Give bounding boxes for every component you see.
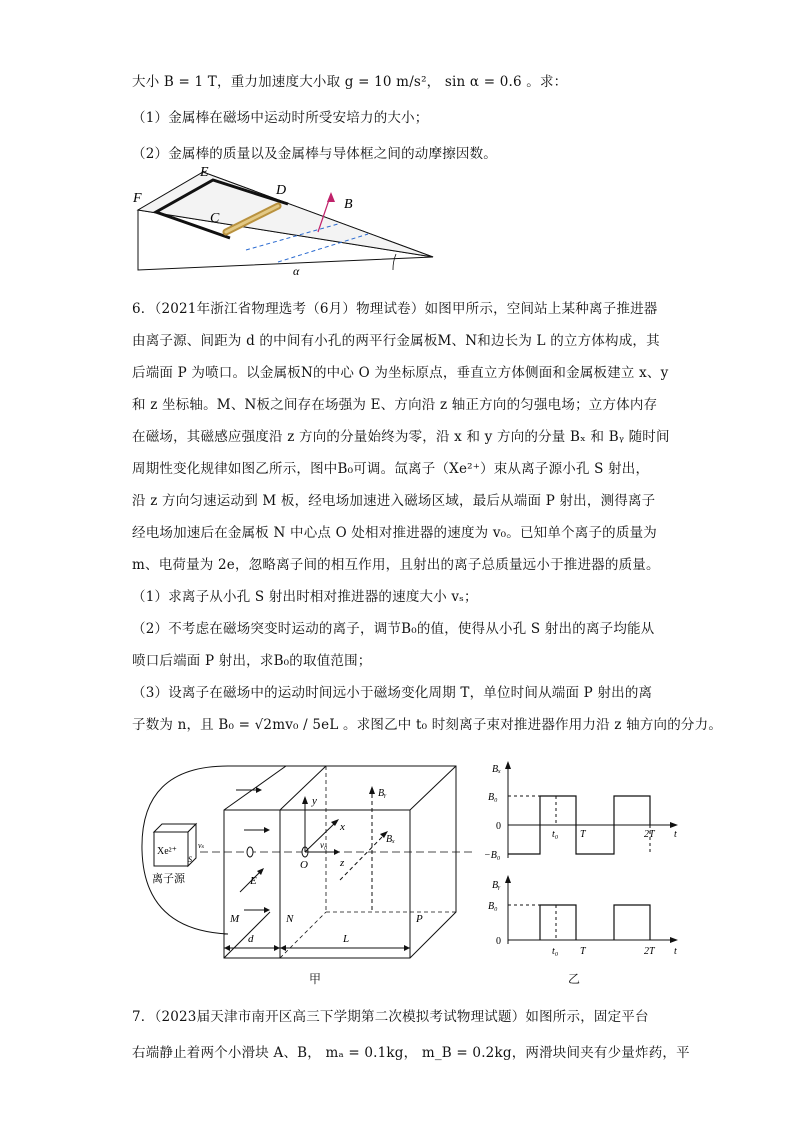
label-Bx: Bₓ xyxy=(386,834,395,845)
p6-line-4: 和 z 坐标轴。M、N板之间存在场强为 E、方向沿 z 轴正方向的匀强电场；立方体内存 xyxy=(132,397,658,413)
tick-B0-top: B₀ xyxy=(488,792,498,803)
label-z-axis: z xyxy=(340,857,345,869)
label-P-face: P xyxy=(416,913,423,925)
label-N-plate: N xyxy=(286,913,294,925)
p6-line-9: m、电荷量为 2e，忽略离子间的相互作用，且射出的离子总质量远小于推进器的质量。 xyxy=(132,557,660,573)
incline-figure xyxy=(128,162,448,282)
label-E: E xyxy=(200,165,209,180)
tick-2T-bottom: 2T xyxy=(644,946,655,957)
p7-line-2: 右端静止着两个小滑块 A、B， mₐ = 0.1kg， m_B = 0.2kg，两滑块间夹有少量炸药，平 xyxy=(132,1045,690,1061)
p7-line-1: 7．（2023届天津市南开区高三下学期第二次模拟考试物理试题）如图所示，固定平台 xyxy=(132,1009,649,1025)
label-E-field: E xyxy=(250,875,257,887)
tick-T-top: T xyxy=(580,829,586,840)
caption-jia: 甲 xyxy=(309,972,322,986)
label-C: C xyxy=(210,211,220,226)
label-d: d xyxy=(248,933,254,945)
label-B: B xyxy=(344,197,353,212)
tick-2T-top: 2T xyxy=(644,829,655,840)
label-L: L xyxy=(343,933,350,945)
p6-line-2: 由离子源、间距为 d 的中间有小孔的两平行金属板M、N和边长为 L 的立方体构成，其 xyxy=(132,333,660,349)
label-y-axis: y xyxy=(312,795,317,807)
axis-By: Bᵧ xyxy=(492,880,501,891)
label-O: O xyxy=(300,859,308,871)
tick-t-top: t xyxy=(674,829,677,840)
tick-zero-bottom: 0 xyxy=(496,936,501,947)
axis-Bx: Bₓ xyxy=(492,764,501,775)
tick-t-bottom: t xyxy=(674,946,677,957)
p5-question-1: （1）金属棒在磁场中运动时所受安培力的大小； xyxy=(132,110,429,126)
p6-question-1: （1）求离子从小孔 S 射出时相对推进器的速度大小 vₛ； xyxy=(132,589,478,605)
label-alpha: α xyxy=(293,264,300,278)
tick-t0-bottom: t₀ xyxy=(552,946,559,957)
label-vs: vₛ xyxy=(198,841,205,850)
p6-line-8: 经电场加速后在金属板 N 中心点 O 处相对推进器的速度为 v₀。已知单个离子的质量为 xyxy=(132,525,657,541)
p5-question-2: （2）金属棒的质量以及金属棒与导体框之间的动摩擦因数。 xyxy=(132,146,497,162)
label-v0: v₀ xyxy=(320,840,328,850)
tick-t0-top: t₀ xyxy=(552,829,559,840)
figure-jia xyxy=(140,760,480,975)
p6-line-7: 沿 z 方向匀速运动到 M 板，经电场加速进入磁场区域，最后从端面 P 射出，测得离子 xyxy=(132,493,656,509)
p6-line-3: 后端面 P 为喷口。以金属板N的中心 O 为坐标原点，垂直立方体侧面和金属板建立 x、y xyxy=(132,365,669,381)
ion-source-label: 离子源 xyxy=(152,873,185,885)
p6-line-6: 周期性变化规律如图乙所示，图中B₀可调。氙离子（Xe²⁺）束从离子源小孔 S 射出， xyxy=(132,461,650,477)
p6-question-2a: （2）不考虑在磁场突变时运动的离子，调节B₀的值，使得从小孔 S 射出的离子均能从 xyxy=(132,621,655,637)
label-x-axis: x xyxy=(340,821,345,833)
p6-line-5: 在磁场，其磁感应强度沿 z 方向的分量始终为零，沿 x 和 y 方向的分量 Bₓ 和 Bᵧ 随时间 xyxy=(132,429,670,445)
tick-T-bottom: T xyxy=(580,946,586,957)
p6-question-3a: （3）设离子在磁场中的运动时间远小于磁场变化周期 T，单位时间从端面 P 射出的离 xyxy=(132,685,653,701)
tick-B0-bottom: B₀ xyxy=(488,901,498,912)
label-D: D xyxy=(276,183,287,198)
p6-line-1: 6．（2021年浙江省物理选考（6月）物理试卷）如图甲所示，空间站上某种离子推进器 xyxy=(132,301,658,317)
figure-yi xyxy=(484,758,684,968)
label-F: F xyxy=(133,191,142,206)
p6-question-3b: 子数为 n，且 B₀ = √2mv₀ / 5eL 。求图乙中 t₀ 时刻离子束对推进器作用力沿 z 轴方向的分力。 xyxy=(132,717,723,733)
tick-zero-top: 0 xyxy=(496,821,501,832)
label-S: S xyxy=(188,855,192,864)
label-M-plate: M xyxy=(230,913,240,925)
caption-yi: 乙 xyxy=(568,972,581,986)
tick-negB0: −B₀ xyxy=(484,850,501,861)
p5-intro-line: 大小 B = 1 T，重力加速度大小取 g = 10 m/s²， sin α = 0.6 。求： xyxy=(132,74,568,90)
label-By: Bᵧ xyxy=(378,788,387,799)
ion-symbol: Xe²⁺ xyxy=(157,846,177,857)
p6-question-2b: 喷口后端面 P 射出，求B₀的取值范围； xyxy=(132,653,372,669)
